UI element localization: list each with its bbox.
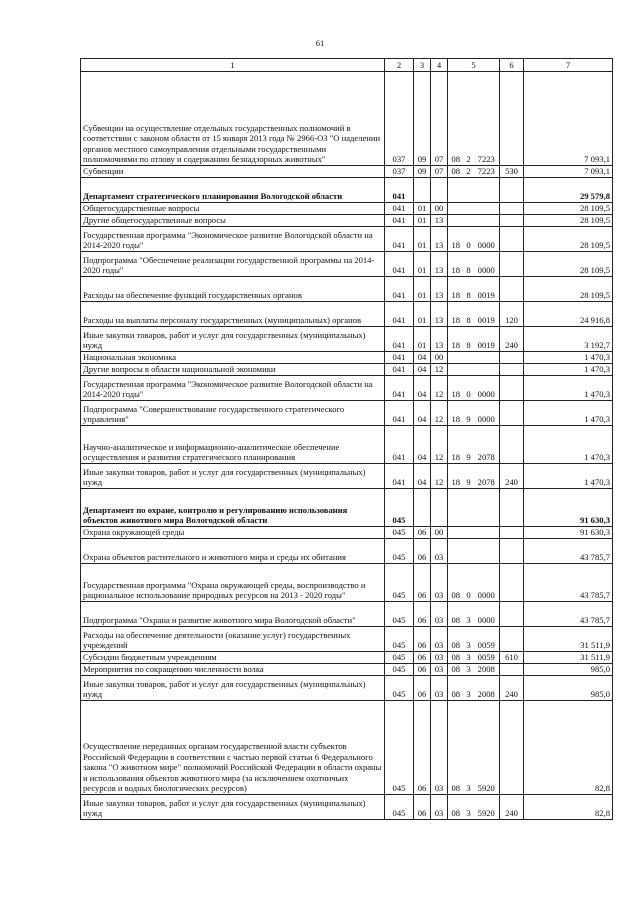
table-row: [81, 376, 613, 401]
expense-type-cell: [500, 376, 524, 401]
program-code-cell: 18: [448, 376, 464, 401]
table-row: [81, 203, 613, 215]
direction-code-cell: 7223: [474, 72, 500, 166]
code-admin-cell: 041: [385, 252, 414, 277]
row-name-cell: Общегосударственные вопросы: [81, 203, 385, 215]
row-name-cell: Подпрограмма "Охрана и развитие животного мира Вологодской области": [81, 602, 385, 627]
table-row: [81, 215, 613, 227]
program-code-cell: 08: [448, 166, 464, 178]
code-subsection-cell: 07: [431, 72, 448, 166]
expense-type-cell: [500, 277, 524, 302]
direction-code-cell: 5920: [474, 701, 500, 795]
code-section-cell: 06: [414, 527, 431, 539]
budget-table: [80, 58, 613, 820]
header-cell: 7: [524, 59, 613, 72]
code-admin-cell: 045: [385, 701, 414, 795]
code-section-cell: 01: [414, 203, 431, 215]
row-name-cell: Подпрограмма "Совершенствование государственного стратегического управления": [81, 401, 385, 426]
row-name-cell: Субсидии бюджетным учреждениям: [81, 652, 385, 664]
expense-type-cell: [500, 539, 524, 564]
code-admin-cell: 045: [385, 489, 414, 527]
row-name-cell: Расходы на обеспечение функций государственных органов: [81, 277, 385, 302]
program-code-cell: 18: [448, 401, 464, 426]
subprogram-code-cell: [464, 215, 474, 227]
code-subsection-cell: 00: [431, 527, 448, 539]
code-section-cell: 01: [414, 252, 431, 277]
subprogram-code-cell: 3: [464, 676, 474, 701]
table-header-row: [81, 59, 613, 72]
code-subsection-cell: 03: [431, 602, 448, 627]
code-admin-cell: 041: [385, 277, 414, 302]
amount-cell: 1 470,3: [524, 376, 613, 401]
amount-cell: 43 785,7: [524, 539, 613, 564]
code-section-cell: 04: [414, 401, 431, 426]
row-name-cell: Расходы на обеспечение деятельности (оказание услуг) государственных учреждений: [81, 627, 385, 652]
subprogram-code-cell: 9: [464, 464, 474, 489]
code-subsection-cell: 00: [431, 352, 448, 364]
code-subsection-cell: 03: [431, 664, 448, 676]
expense-type-cell: [500, 215, 524, 227]
row-name-cell: Охрана окружающей среды: [81, 527, 385, 539]
code-admin-cell: 045: [385, 652, 414, 664]
table-row: [81, 277, 613, 302]
amount-cell: 82,8: [524, 795, 613, 820]
code-section-cell: 01: [414, 327, 431, 352]
code-subsection-cell: 12: [431, 426, 448, 464]
direction-code-cell: 2078: [474, 426, 500, 464]
program-code-cell: 18: [448, 302, 464, 327]
table-row: [81, 352, 613, 364]
amount-cell: 1 470,3: [524, 364, 613, 376]
table-row: [81, 166, 613, 178]
code-subsection-cell: 12: [431, 376, 448, 401]
row-name-cell: Подпрограмма "Обеспечение реализации государственной программы на 2014-2020 годы": [81, 252, 385, 277]
page-number: 61: [315, 38, 325, 48]
amount-cell: 91 630,3: [524, 527, 613, 539]
amount-cell: 28 109,5: [524, 215, 613, 227]
code-section-cell: 06: [414, 664, 431, 676]
table-row: [81, 252, 613, 277]
row-name-cell: Государственная программа "Охрана окружающей среды, воспроизводство и рациональное использование природных ресурсов на 2013 - 2020 годы": [81, 564, 385, 602]
code-admin-cell: 041: [385, 401, 414, 426]
subprogram-code-cell: [464, 539, 474, 564]
row-name-cell: Государственная программа "Экономическое развитие Вологодской области на 2014-2020 годы": [81, 376, 385, 401]
table-row: [81, 426, 613, 464]
subprogram-code-cell: 9: [464, 401, 474, 426]
direction-code-cell: 0000: [474, 376, 500, 401]
direction-code-cell: [474, 178, 500, 203]
direction-code-cell: 0000: [474, 401, 500, 426]
direction-code-cell: [474, 352, 500, 364]
expense-type-cell: [500, 252, 524, 277]
direction-code-cell: [474, 215, 500, 227]
code-subsection-cell: 03: [431, 652, 448, 664]
expense-type-cell: 610: [500, 652, 524, 664]
code-section-cell: 06: [414, 627, 431, 652]
amount-cell: 1 470,3: [524, 464, 613, 489]
code-subsection-cell: 12: [431, 401, 448, 426]
row-name-cell: Иные закупки товаров, работ и услуг для государственных (муниципальных) нужд: [81, 327, 385, 352]
expense-type-cell: [500, 527, 524, 539]
expense-type-cell: [500, 203, 524, 215]
direction-code-cell: [474, 203, 500, 215]
program-code-cell: 18: [448, 327, 464, 352]
expense-type-cell: [500, 664, 524, 676]
subprogram-code-cell: 8: [464, 302, 474, 327]
subprogram-code-cell: 2: [464, 166, 474, 178]
program-code-cell: 18: [448, 252, 464, 277]
row-name-cell: Национальная экономика: [81, 352, 385, 364]
direction-code-cell: [474, 539, 500, 564]
expense-type-cell: 240: [500, 464, 524, 489]
code-admin-cell: 041: [385, 215, 414, 227]
code-admin-cell: 045: [385, 676, 414, 701]
program-code-cell: [448, 352, 464, 364]
code-admin-cell: 041: [385, 178, 414, 203]
subprogram-code-cell: 3: [464, 701, 474, 795]
expense-type-cell: [500, 364, 524, 376]
code-admin-cell: 045: [385, 795, 414, 820]
direction-code-cell: 2008: [474, 664, 500, 676]
row-name-cell: Мероприятия по сокращению численности волка: [81, 664, 385, 676]
amount-cell: 43 785,7: [524, 564, 613, 602]
subprogram-code-cell: [464, 178, 474, 203]
header-cell: 6: [500, 59, 524, 72]
code-admin-cell: 041: [385, 464, 414, 489]
header-cell: 1: [81, 59, 385, 72]
amount-cell: 7 093,1: [524, 72, 613, 166]
row-name-cell: Иные закупки товаров, работ и услуг для государственных (муниципальных) нужд: [81, 464, 385, 489]
subprogram-code-cell: 2: [464, 72, 474, 166]
program-code-cell: 08: [448, 652, 464, 664]
subprogram-code-cell: 3: [464, 652, 474, 664]
direction-code-cell: 0000: [474, 602, 500, 627]
expense-type-cell: [500, 489, 524, 527]
amount-cell: 28 109,5: [524, 252, 613, 277]
program-code-cell: [448, 203, 464, 215]
subprogram-code-cell: [464, 352, 474, 364]
code-subsection-cell: 07: [431, 166, 448, 178]
code-section-cell: 06: [414, 652, 431, 664]
subprogram-code-cell: 8: [464, 277, 474, 302]
row-name-cell: Другие общегосударственные вопросы: [81, 215, 385, 227]
direction-code-cell: 2078: [474, 464, 500, 489]
table-row: [81, 401, 613, 426]
program-code-cell: 18: [448, 426, 464, 464]
table-row: [81, 602, 613, 627]
code-section-cell: 06: [414, 795, 431, 820]
direction-code-cell: 0000: [474, 252, 500, 277]
direction-code-cell: 0000: [474, 564, 500, 602]
code-section-cell: 04: [414, 426, 431, 464]
code-admin-cell: 037: [385, 72, 414, 166]
code-section-cell: 01: [414, 227, 431, 252]
table-row: [81, 627, 613, 652]
code-admin-cell: 041: [385, 327, 414, 352]
code-admin-cell: 045: [385, 664, 414, 676]
code-admin-cell: 041: [385, 426, 414, 464]
program-code-cell: 08: [448, 795, 464, 820]
header-cell: 4: [431, 59, 448, 72]
expense-type-cell: 530: [500, 166, 524, 178]
amount-cell: 43 785,7: [524, 602, 613, 627]
code-subsection-cell: 13: [431, 252, 448, 277]
table-row: [81, 795, 613, 820]
code-subsection-cell: 03: [431, 795, 448, 820]
amount-cell: 82,8: [524, 701, 613, 795]
code-section-cell: [414, 178, 431, 203]
direction-code-cell: 0059: [474, 652, 500, 664]
code-admin-cell: 045: [385, 564, 414, 602]
code-admin-cell: 045: [385, 602, 414, 627]
expense-type-cell: [500, 178, 524, 203]
row-name-cell: Научно-аналитическое и информационно-аналитическое обеспечение осуществления и развития стратегического планирования: [81, 426, 385, 464]
code-subsection-cell: 12: [431, 364, 448, 376]
code-section-cell: 09: [414, 72, 431, 166]
code-admin-cell: 041: [385, 376, 414, 401]
code-subsection-cell: 13: [431, 302, 448, 327]
table-row: [81, 564, 613, 602]
amount-cell: 31 511,9: [524, 652, 613, 664]
program-code-cell: 08: [448, 664, 464, 676]
code-admin-cell: 045: [385, 527, 414, 539]
expense-type-cell: 240: [500, 795, 524, 820]
program-code-cell: [448, 178, 464, 203]
program-code-cell: [448, 539, 464, 564]
amount-cell: 91 630,3: [524, 489, 613, 527]
direction-code-cell: 2008: [474, 676, 500, 701]
subprogram-code-cell: [464, 203, 474, 215]
code-subsection-cell: 12: [431, 464, 448, 489]
table-row: [81, 676, 613, 701]
table-row: [81, 227, 613, 252]
code-subsection-cell: 00: [431, 203, 448, 215]
row-name-cell: Департамент по охране, контролю и регулированию использования объектов животного мира Вологодской области: [81, 489, 385, 527]
direction-code-cell: 0000: [474, 227, 500, 252]
direction-code-cell: 0019: [474, 302, 500, 327]
row-name-cell: Расходы на выплаты персоналу государственных (муниципальных) органов: [81, 302, 385, 327]
amount-cell: 29 579,8: [524, 178, 613, 203]
expense-type-cell: [500, 352, 524, 364]
code-subsection-cell: 03: [431, 564, 448, 602]
amount-cell: 31 511,9: [524, 627, 613, 652]
row-name-cell: Департамент стратегического планирования Вологодской области: [81, 178, 385, 203]
table-row: [81, 72, 613, 166]
code-subsection-cell: 03: [431, 539, 448, 564]
expense-type-cell: [500, 227, 524, 252]
code-subsection-cell: 13: [431, 277, 448, 302]
header-cell: 5: [448, 59, 500, 72]
code-subsection-cell: 13: [431, 327, 448, 352]
program-code-cell: 08: [448, 676, 464, 701]
expense-type-cell: [500, 627, 524, 652]
direction-code-cell: [474, 364, 500, 376]
program-code-cell: 08: [448, 627, 464, 652]
code-admin-cell: 045: [385, 539, 414, 564]
program-code-cell: 18: [448, 277, 464, 302]
subprogram-code-cell: 3: [464, 795, 474, 820]
expense-type-cell: [500, 426, 524, 464]
header-cell: 3: [414, 59, 431, 72]
code-admin-cell: 041: [385, 203, 414, 215]
amount-cell: 985,0: [524, 676, 613, 701]
program-code-cell: 08: [448, 602, 464, 627]
code-section-cell: 01: [414, 277, 431, 302]
row-name-cell: Осуществление переданных органам государственной власти субъектов Российской Федерации в соответствии с частью первой статьи 6 Федерального закона "О животном мире" полномочий Российской Федерации в области охраны и использования объектов животного мира (за исключением охотничьих ресурсов и водных биологических ресурсов): [81, 701, 385, 795]
direction-code-cell: [474, 527, 500, 539]
direction-code-cell: 0019: [474, 277, 500, 302]
program-code-cell: [448, 215, 464, 227]
subprogram-code-cell: 3: [464, 627, 474, 652]
row-name-cell: Иные закупки товаров, работ и услуг для государственных (муниципальных) нужд: [81, 676, 385, 701]
direction-code-cell: 0019: [474, 327, 500, 352]
row-name-cell: Государственная программа "Экономическое развитие Вологодской области на 2014-2020 годы": [81, 227, 385, 252]
code-admin-cell: 041: [385, 302, 414, 327]
code-section-cell: 01: [414, 302, 431, 327]
code-section-cell: 06: [414, 676, 431, 701]
subprogram-code-cell: 0: [464, 227, 474, 252]
table-row: [81, 701, 613, 795]
expense-type-cell: [500, 602, 524, 627]
amount-cell: 28 109,5: [524, 227, 613, 252]
table-row: [81, 464, 613, 489]
expense-type-cell: [500, 401, 524, 426]
row-name-cell: Субвенции на осуществление отдельных государственных полномочий в соответствии с законом области от 15 января 2013 года № 2966-ОЗ "О наделении органов местного самоуправления отдельными государственными полномочиями по отлову и содержанию безнадзорных животных": [81, 72, 385, 166]
code-section-cell: 06: [414, 701, 431, 795]
code-subsection-cell: [431, 178, 448, 203]
header-cell: 2: [385, 59, 414, 72]
program-code-cell: [448, 364, 464, 376]
table-row: [81, 527, 613, 539]
code-admin-cell: 037: [385, 166, 414, 178]
program-code-cell: [448, 489, 464, 527]
expense-type-cell: [500, 564, 524, 602]
table-row: [81, 652, 613, 664]
code-admin-cell: 041: [385, 352, 414, 364]
amount-cell: 1 470,3: [524, 352, 613, 364]
program-code-cell: 18: [448, 227, 464, 252]
direction-code-cell: [474, 489, 500, 527]
table-row: [81, 489, 613, 527]
direction-code-cell: 0059: [474, 627, 500, 652]
subprogram-code-cell: 8: [464, 252, 474, 277]
table-row: [81, 327, 613, 352]
amount-cell: 28 109,5: [524, 277, 613, 302]
code-section-cell: 06: [414, 602, 431, 627]
code-section-cell: 04: [414, 364, 431, 376]
subprogram-code-cell: 0: [464, 376, 474, 401]
expense-type-cell: 240: [500, 327, 524, 352]
code-section-cell: 04: [414, 464, 431, 489]
table-row: [81, 364, 613, 376]
table-row: [81, 302, 613, 327]
direction-code-cell: 7223: [474, 166, 500, 178]
code-section-cell: 04: [414, 376, 431, 401]
subprogram-code-cell: 8: [464, 327, 474, 352]
code-subsection-cell: 13: [431, 215, 448, 227]
amount-cell: 24 916,8: [524, 302, 613, 327]
program-code-cell: 18: [448, 464, 464, 489]
code-admin-cell: 041: [385, 227, 414, 252]
code-subsection-cell: [431, 489, 448, 527]
code-subsection-cell: 03: [431, 627, 448, 652]
code-admin-cell: 045: [385, 627, 414, 652]
expense-type-cell: [500, 701, 524, 795]
code-section-cell: 09: [414, 166, 431, 178]
code-subsection-cell: 03: [431, 701, 448, 795]
code-section-cell: 04: [414, 352, 431, 364]
program-code-cell: [448, 527, 464, 539]
table-row: [81, 539, 613, 564]
code-section-cell: 06: [414, 564, 431, 602]
direction-code-cell: 5920: [474, 795, 500, 820]
subprogram-code-cell: 3: [464, 664, 474, 676]
code-admin-cell: 041: [385, 364, 414, 376]
code-subsection-cell: 03: [431, 676, 448, 701]
row-name-cell: Другие вопросы в области национальной экономики: [81, 364, 385, 376]
amount-cell: 28 109,5: [524, 203, 613, 215]
code-section-cell: [414, 489, 431, 527]
code-section-cell: 06: [414, 539, 431, 564]
row-name-cell: Охрана объектов растительного и животного мира и среды их обитания: [81, 539, 385, 564]
expense-type-cell: 240: [500, 676, 524, 701]
subprogram-code-cell: 9: [464, 426, 474, 464]
amount-cell: 985,0: [524, 664, 613, 676]
amount-cell: 7 093,1: [524, 166, 613, 178]
subprogram-code-cell: 0: [464, 564, 474, 602]
code-subsection-cell: 13: [431, 227, 448, 252]
subprogram-code-cell: 3: [464, 602, 474, 627]
row-name-cell: Субвенции: [81, 166, 385, 178]
expense-type-cell: [500, 72, 524, 166]
program-code-cell: 08: [448, 701, 464, 795]
program-code-cell: 08: [448, 564, 464, 602]
program-code-cell: 08: [448, 72, 464, 166]
table-row: [81, 664, 613, 676]
amount-cell: 1 470,3: [524, 426, 613, 464]
row-name-cell: Иные закупки товаров, работ и услуг для государственных (муниципальных) нужд: [81, 795, 385, 820]
table-row: [81, 178, 613, 203]
expense-type-cell: 120: [500, 302, 524, 327]
subprogram-code-cell: [464, 527, 474, 539]
amount-cell: 3 192,7: [524, 327, 613, 352]
amount-cell: 1 470,3: [524, 401, 613, 426]
subprogram-code-cell: [464, 364, 474, 376]
subprogram-code-cell: [464, 489, 474, 527]
code-section-cell: 01: [414, 215, 431, 227]
